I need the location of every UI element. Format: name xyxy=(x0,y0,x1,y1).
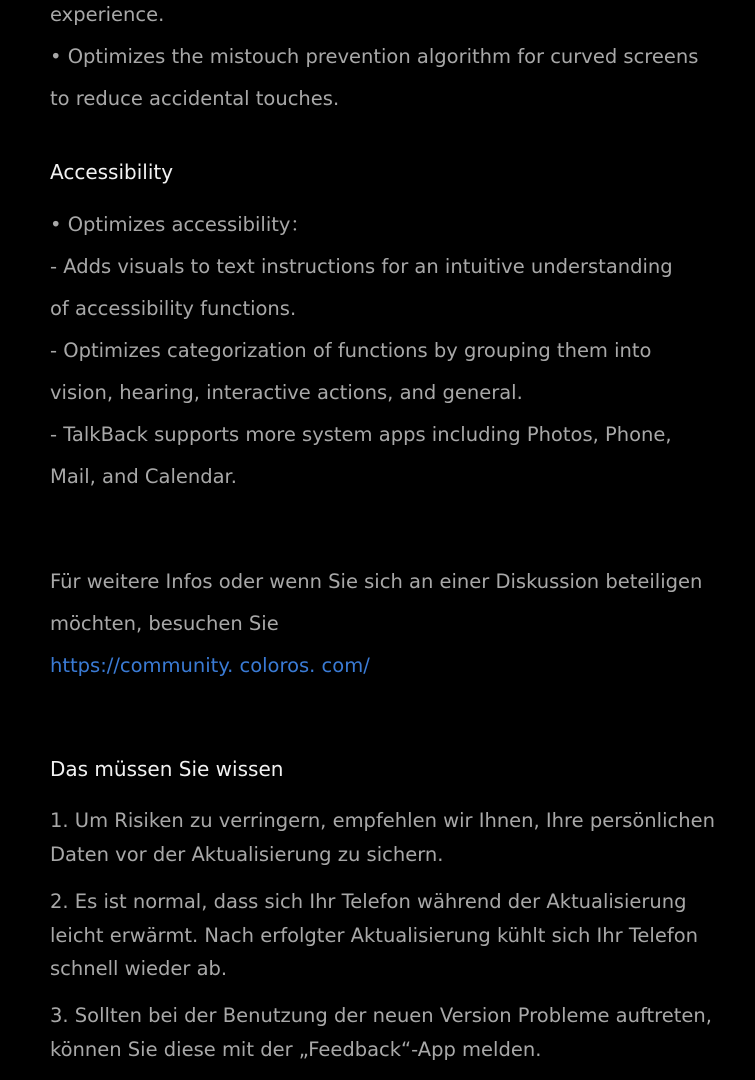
notice-item-1-line-1: 1. Um Risiken zu verringern, empfehlen wir Ihnen, Ihre persönlichen xyxy=(50,809,715,832)
accessibility-heading: Accessibility xyxy=(50,160,174,184)
accessibility-line-4: - Optimizes categorization of functions by grouping them into xyxy=(50,339,652,362)
notice-item-3-line-2: können Sie diese mit der „Feedback“-App melden. xyxy=(50,1038,542,1061)
intro-line-3: to reduce accidental touches. xyxy=(50,87,340,110)
accessibility-line-5: vision, hearing, interactive actions, and general. xyxy=(50,381,523,404)
intro-line-2: • Optimizes the mistouch prevention algorithm for curved screens xyxy=(50,45,699,68)
notice-item-2-line-1: 2. Es ist normal, dass sich Ihr Telefon während der Aktualisierung xyxy=(50,890,687,913)
info-line-1: Für weitere Infos oder wenn Sie sich an einer Diskussion beteiligen xyxy=(50,570,703,593)
notice-item-2-line-2: leicht erwärmt. Nach erfolgter Aktualisierung kühlt sich Ihr Telefon xyxy=(50,924,698,947)
notice-heading: Das müssen Sie wissen xyxy=(50,757,284,781)
notice-item-2-line-3: schnell wieder ab. xyxy=(50,957,228,980)
accessibility-line-3: of accessibility functions. xyxy=(50,297,297,320)
community-link[interactable]: https://community. coloros. com/ xyxy=(50,654,370,677)
intro-line-1: experience. xyxy=(50,3,165,26)
info-line-2: möchten, besuchen Sie xyxy=(50,612,279,635)
notice-item-1-line-2: Daten vor der Aktualisierung zu sichern. xyxy=(50,843,444,866)
accessibility-line-2: - Adds visuals to text instructions for an intuitive understanding xyxy=(50,255,673,278)
accessibility-line-1: • Optimizes accessibility： xyxy=(50,213,310,236)
accessibility-line-6: - TalkBack supports more system apps including Photos, Phone, xyxy=(50,423,672,446)
notice-item-3-line-1: 3. Sollten bei der Benutzung der neuen Version Probleme auftreten, xyxy=(50,1004,712,1027)
accessibility-line-7: Mail, and Calendar. xyxy=(50,465,237,488)
